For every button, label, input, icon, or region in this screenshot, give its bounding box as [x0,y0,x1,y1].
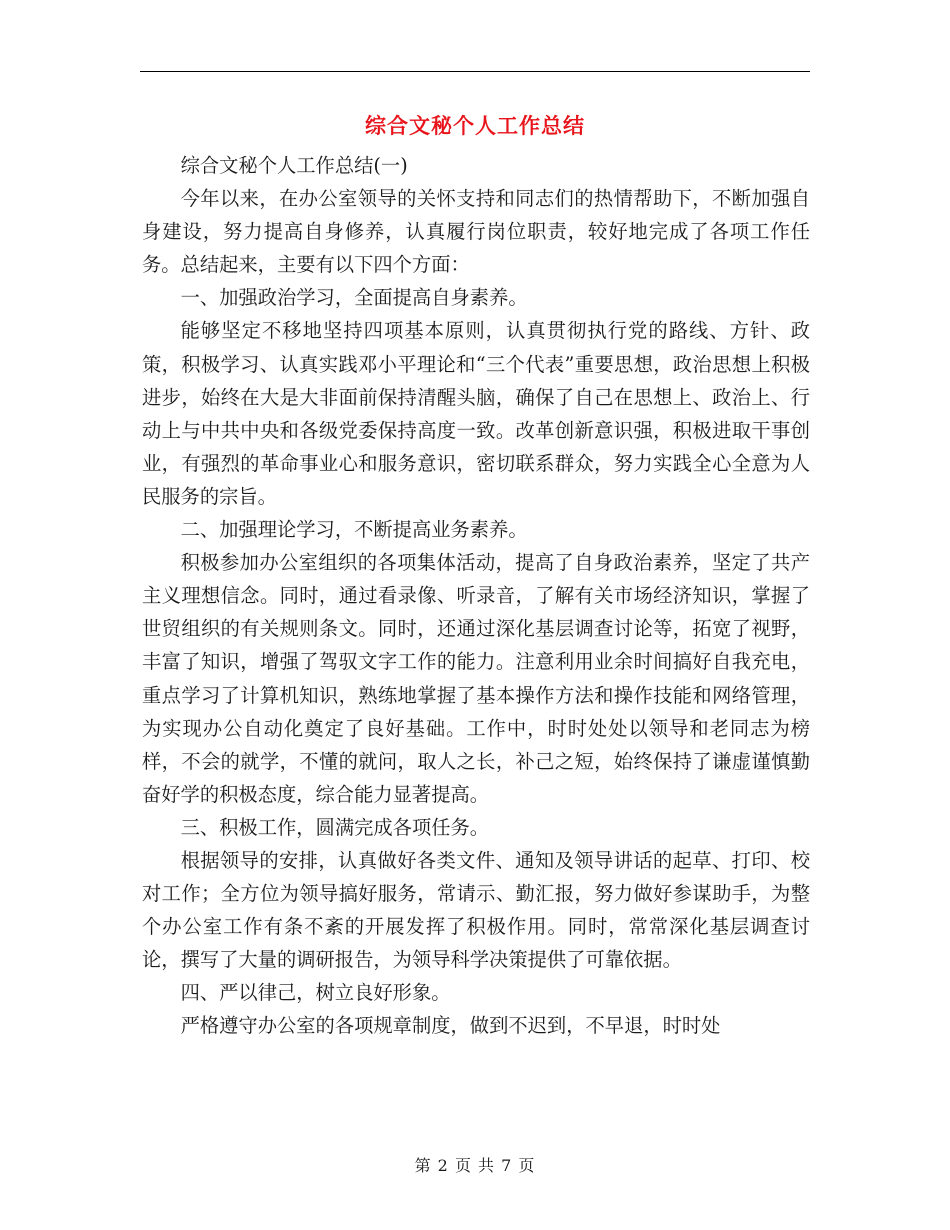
header-rule [140,71,810,72]
page-number: 第 2 页 共 7 页 [414,1156,536,1175]
section-heading-1: 一、加强政治学习，全面提高自身素养。 [180,286,528,310]
section-heading-3: 三、积极工作，圆满完成各项任务。 [180,815,490,839]
document-body [142,149,810,1043]
document-title: 综合文秘个人工作总结 [365,113,585,138]
paragraph-intro: 今年以来，在办公室领导的关怀支持和同志们的热情帮助下，不断加强自身建设，努力提高自身修养，认真履行岗位职责，较好地完成了各项工作任务。总结起来，主要有以下四个方面： [142,187,810,277]
section-heading-2: 二、加强理论学习，不断提高业务素养。 [180,518,528,542]
section-heading-4: 四、严以律己，树立良好形象。 [180,981,451,1005]
document-subtitle: 综合文秘个人工作总结(一) [180,154,408,177]
paragraph-section-2: 积极参加办公室组织的各项集体活动，提高了自身政治素养，坚定了共产主义理想信念。同时，通过看录像、听录音，了解有关市场经济知识，掌握了世贸组织的有关规则条文。同时，还通过深化基层调查讨论等，拓宽了视野，丰富了知识，增强了驾驭文字工作的能力。注意利用业余时间搞好自我充电，重点学习了计算机知识，熟练地掌握了基本操作方法和操作技能和网络管理，为实现办公自动化奠定了良好基础。工作中，时时处处以领导和老同志为榜样，不会的就学，不懂的就问，取人之长，补己之短，始终保持了谦虚谨慎勤奋好学的积极态度，综合能力显著提高。 [142,551,810,806]
paragraph-section-4: 严格遵守办公室的各项规章制度，做到不迟到，不早退，时时处 [180,1014,721,1038]
paragraph-section-3: 根据领导的安排，认真做好各类文件、通知及领导讲话的起草、打印、校对工作；全方位为领导搞好服务，常请示、勤汇报，努力做好参谋助手，为整个办公室工作有条不紊的开展发挥了积极作用。同时，常常深化基层调查讨论，撰写了大量的调研报告，为领导科学决策提供了可靠依据。 [142,848,810,972]
paragraph-section-1: 能够坚定不移地坚持四项基本原则，认真贯彻执行党的路线、方针、政策，积极学习、认真实践邓小平理论和“三个代表”重要思想，政治思想上积极进步，始终在大是大非面前保持清醒头脑，确保了自己在思想上、政治上、行动上与中共中央和各级党委保持高度一致。改革创新意识强，积极进取干事创业，有强烈的革命事业心和服务意识，密切联系群众，努力实践全心全意为人民服务的宗旨。 [142,319,810,508]
